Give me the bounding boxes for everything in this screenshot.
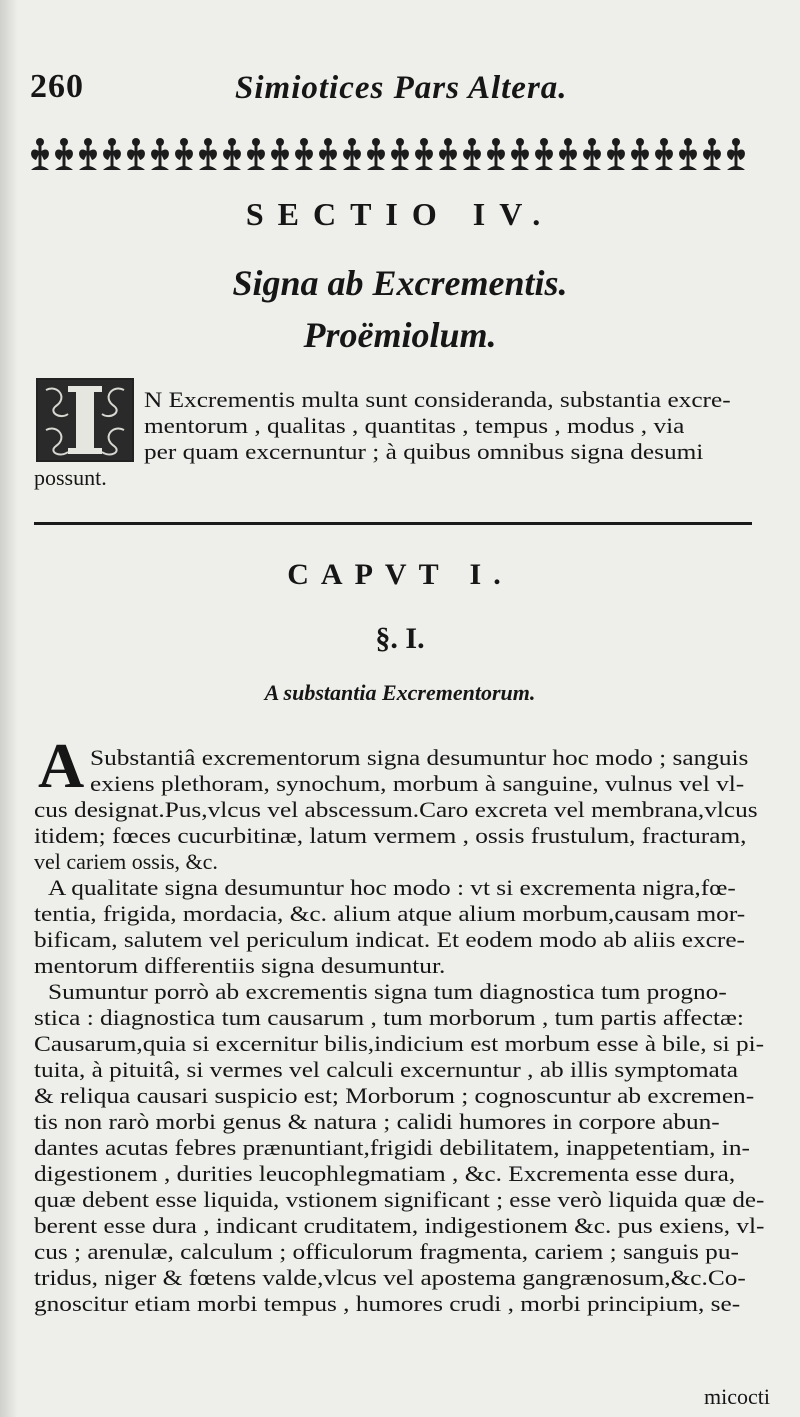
- body-line: bificam, salutem vel periculum indicat. Et eodem modo ab aliis excre-: [34, 927, 745, 952]
- fleuron-icon: [679, 138, 697, 170]
- body-line: cus designat.Pus,vlcus vel abscessum.Caro excreta vel membrana,vlcus: [34, 797, 758, 822]
- fleuron-icon: [343, 138, 361, 170]
- body-line: tuita, à pituitâ, si vermes vel calculi excernuntur , ab illis symptomata: [34, 1057, 738, 1082]
- body-line: stica : diagnostica tum causarum , tum morborum , tum partis affectæ:: [34, 1005, 744, 1030]
- fleuron-icon: [487, 138, 505, 170]
- body-line: exiens plethoram, synochum, morbum à sanguine, vulnus vel vl-: [90, 771, 745, 796]
- proemium-title: Proëmiolum.: [303, 315, 497, 355]
- body-line: itidem; fœces cucurbitinæ, latum vermem , ossis frustulum, fracturam,: [34, 823, 747, 848]
- fleuron-icon: [55, 138, 73, 170]
- fleuron-icon: [727, 138, 745, 170]
- fleuron-icon: [319, 138, 337, 170]
- fleuron-icon: [439, 138, 457, 170]
- fleuron-icon: [607, 138, 625, 170]
- body-line: tridus, niger & fœtens valde,vlcus vel apostema gangrænosum,&c.Co-: [34, 1265, 746, 1290]
- running-head: Simiotices Pars Altera.: [235, 70, 568, 106]
- intro-line: N Excrementis multa sunt consideranda, substantia excre-: [144, 387, 731, 412]
- fleuron-icon: [103, 138, 121, 170]
- body-line: mentorum differentiis signa desumuntur.: [34, 953, 446, 978]
- intro-line: per quam excernuntur ; à quibus omnibus signa desumi: [144, 439, 704, 464]
- fleuron-icon: [151, 138, 169, 170]
- fleuron-icon: [295, 138, 313, 170]
- section-title: SECTIO IV.: [245, 196, 555, 232]
- fleuron-icon: [199, 138, 217, 170]
- fleuron-icon: [79, 138, 97, 170]
- floral-ornament-band: [28, 134, 762, 176]
- body-line: quæ debent esse liquida, vstionem significant ; esse verò liquida quæ de-: [34, 1187, 765, 1212]
- fleuron-icon: [391, 138, 409, 170]
- fleuron-icon: [535, 138, 553, 170]
- page-number: 260: [30, 68, 84, 105]
- fleuron-icon: [583, 138, 601, 170]
- fleuron-icon: [463, 138, 481, 170]
- initial-letter: A: [38, 730, 85, 801]
- fleuron-icon: [631, 138, 649, 170]
- intro-line: mentorum , qualitas , quantitas , tempus , modus , via: [144, 413, 685, 438]
- section-subtitle: Signa ab Excrementis.: [232, 263, 568, 303]
- body-line: & reliqua causari suspicio est; Morborum ; cognoscuntur ab excremen-: [34, 1083, 755, 1108]
- body-line: vel cariem ossis, &c.: [34, 849, 218, 874]
- body-line: berent esse dura , indicant cruditatem, indigestionem &c. pus exiens, vl-: [34, 1213, 765, 1238]
- chapter-title: CAPVT I.: [287, 558, 513, 591]
- body-line: Substantiâ excrementorum signa desumuntur hoc modo ; sanguis: [90, 745, 749, 770]
- fleuron-icon: [655, 138, 673, 170]
- body-line: cus ; arenulæ, calculum ; officulorum fragmenta, cariem ; sanguis pu-: [34, 1239, 739, 1264]
- page-header: [30, 68, 770, 118]
- decorated-initial-i: [36, 378, 134, 462]
- horizontal-rule: [34, 522, 752, 525]
- catchword: micocti: [704, 1384, 770, 1409]
- fleuron-icon: [223, 138, 241, 170]
- fleuron-icon: [271, 138, 289, 170]
- body-line: tentia, frigida, mordacia, &c. alium atque alium morbum,causam mor-: [34, 901, 746, 926]
- body-line: digestionem , durities leucophlegmatiam , &c. Excrementa esse dura,: [34, 1161, 736, 1186]
- body-line: gnoscitur etiam morbi tempus , humores crudi , morbi principium, se-: [34, 1291, 741, 1316]
- fleuron-icon: [31, 138, 49, 170]
- fleuron-icon: [127, 138, 145, 170]
- fleuron-icon: [367, 138, 385, 170]
- fleuron-icon: [559, 138, 577, 170]
- body-line: dantes acutas febres prænuntiant,frigidi debilitatem, inappetentiam, in-: [34, 1135, 750, 1160]
- body-line: Causarum,quia si excernitur bilis,indicium est morbum esse à bile, si pi-: [34, 1031, 765, 1056]
- body-line: A qualitate signa desumuntur hoc modo : vt si excrementa nigra,fœ-: [48, 875, 736, 900]
- intro-line: possunt.: [34, 465, 107, 490]
- fleuron-icon: [247, 138, 265, 170]
- paragraph-mark: §. I.: [375, 622, 425, 655]
- fleuron-icon: [511, 138, 529, 170]
- fleuron-icon: [415, 138, 433, 170]
- fleuron-icon: [175, 138, 193, 170]
- fleuron-icon: [703, 138, 721, 170]
- body-line: tis non rarò morbi genus & natura ; calidi humores in corpore abun-: [34, 1109, 720, 1134]
- chapter-subtitle: A substantia Excrementorum.: [264, 680, 536, 705]
- body-line: Sumuntur porrò ab excrementis signa tum diagnostica tum progno-: [48, 979, 727, 1004]
